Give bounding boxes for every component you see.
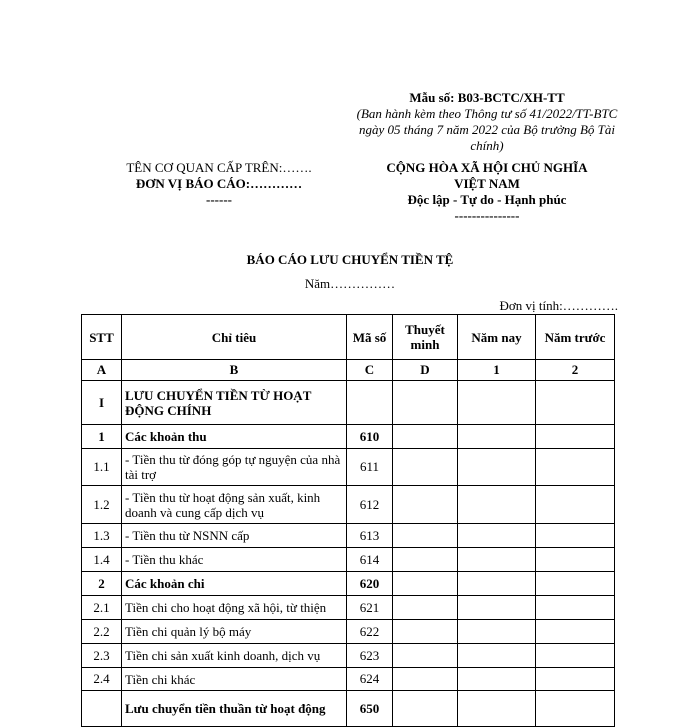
table-row [82, 425, 615, 449]
table-row [82, 449, 615, 486]
row-code: 613 [347, 524, 393, 548]
row-this-year-cell [458, 691, 536, 727]
row-stt [82, 691, 122, 727]
form-number: Mẫu số: B03-BCTC/XH-TT [409, 90, 565, 105]
form-number-block [352, 90, 622, 154]
row-note-cell [393, 596, 458, 620]
row-this-year-cell [458, 548, 536, 572]
row-this-year-cell [458, 524, 536, 548]
row-note-cell [393, 486, 458, 524]
row-note-cell [393, 644, 458, 668]
row-desc: LƯU CHUYỂN TIỀN TỪ HOẠT ĐỘNG CHÍNH [122, 381, 347, 425]
row-previous-year-cell [536, 524, 615, 548]
column-letter: A [82, 360, 122, 381]
report-year: Năm…………… [304, 276, 396, 291]
row-note-cell [393, 620, 458, 644]
table-row [82, 620, 615, 644]
header-note: Thuyết minh [393, 315, 458, 360]
row-previous-year-cell [536, 644, 615, 668]
header-stt: STT [82, 315, 122, 360]
row-code: 610 [347, 425, 393, 449]
row-desc: Các khoản chi [122, 572, 347, 596]
row-desc: - Tiền thu khác [122, 548, 347, 572]
row-note-cell [393, 572, 458, 596]
row-desc: Các khoản thu [122, 425, 347, 449]
table-row [82, 691, 615, 727]
national-title-line-1: CỘNG HÒA XÃ HỘI CHỦ NGHĨA [386, 160, 588, 175]
header-item: Chỉ tiêu [122, 315, 347, 360]
row-desc: - Tiền thu từ hoạt động sản xuất, kinh doanh và cung cấp dịch vụ [122, 486, 347, 524]
row-previous-year-cell [536, 596, 615, 620]
row-desc: Tiền chi sản xuất kinh doanh, dịch vụ [122, 644, 347, 668]
row-this-year-cell [458, 381, 536, 425]
row-code: 650 [347, 691, 393, 727]
row-desc: Tiền chi quản lý bộ máy [122, 620, 347, 644]
row-this-year-cell [458, 486, 536, 524]
table-row [82, 668, 615, 691]
right-header [362, 160, 612, 224]
row-stt: 2.3 [82, 644, 122, 668]
row-stt: 1 [82, 425, 122, 449]
column-letter: D [393, 360, 458, 381]
row-note-cell [393, 524, 458, 548]
table-row [82, 486, 615, 524]
cashflow-table [81, 314, 615, 727]
form-legal-note: (Ban hành kèm theo Thông tư số 41/2022/TT-BTC ngày 05 tháng 7 năm 2022 của Bộ trưởng Bộ Tài chính) [356, 106, 618, 153]
table-row [82, 572, 615, 596]
unit-of-measure: Đơn vị tính:…………. [499, 298, 618, 313]
column-letter: C [347, 360, 393, 381]
row-note-cell [393, 691, 458, 727]
national-title-line-2: VIỆT NAM [454, 176, 520, 191]
row-this-year-cell [458, 572, 536, 596]
left-divider: ------ [206, 192, 232, 207]
header-previous-year: Năm trước [536, 315, 615, 360]
parent-agency-label: TÊN CƠ QUAN CẤP TRÊN:……. [126, 160, 312, 175]
row-desc: Lưu chuyển tiền thuần từ hoạt động [122, 691, 347, 727]
row-desc: Tiền chi cho hoạt động xã hội, từ thiện [122, 596, 347, 620]
row-code: 620 [347, 572, 393, 596]
row-note-cell [393, 425, 458, 449]
row-this-year-cell [458, 620, 536, 644]
row-code: 611 [347, 449, 393, 486]
row-this-year-cell [458, 596, 536, 620]
header-this-year: Năm nay [458, 315, 536, 360]
row-previous-year-cell [536, 548, 615, 572]
table-row [82, 381, 615, 425]
table-row [82, 596, 615, 620]
column-letter: 1 [458, 360, 536, 381]
reporting-unit-label: ĐƠN VỊ BÁO CÁO:………… [135, 176, 303, 191]
row-stt: 1.4 [82, 548, 122, 572]
row-previous-year-cell [536, 620, 615, 644]
row-stt: 2.1 [82, 596, 122, 620]
row-previous-year-cell [536, 668, 615, 691]
row-previous-year-cell [536, 572, 615, 596]
left-header [100, 160, 338, 208]
row-previous-year-cell [536, 425, 615, 449]
row-note-cell [393, 668, 458, 691]
header-code: Mã số [347, 315, 393, 360]
row-stt: 1.2 [82, 486, 122, 524]
row-code: 622 [347, 620, 393, 644]
row-this-year-cell [458, 449, 536, 486]
row-previous-year-cell [536, 486, 615, 524]
row-previous-year-cell [536, 449, 615, 486]
row-stt: 2.2 [82, 620, 122, 644]
right-divider: --------------- [454, 208, 520, 223]
report-title: BÁO CÁO LƯU CHUYỂN TIỀN TỆ [246, 252, 454, 267]
row-this-year-cell [458, 644, 536, 668]
row-code [347, 381, 393, 425]
row-code: 621 [347, 596, 393, 620]
row-code: 623 [347, 644, 393, 668]
row-this-year-cell [458, 668, 536, 691]
column-letter-row [82, 360, 615, 381]
row-note-cell [393, 548, 458, 572]
row-desc: - Tiền thu từ NSNN cấp [122, 524, 347, 548]
row-desc: - Tiền thu từ đóng góp tự nguyện của nhà tài trợ [122, 449, 347, 486]
row-code: 614 [347, 548, 393, 572]
row-this-year-cell [458, 425, 536, 449]
table-row [82, 644, 615, 668]
row-previous-year-cell [536, 381, 615, 425]
row-stt: 1.3 [82, 524, 122, 548]
row-note-cell [393, 381, 458, 425]
column-letter: 2 [536, 360, 615, 381]
row-stt: I [82, 381, 122, 425]
row-code: 612 [347, 486, 393, 524]
row-desc: Tiền chi khác [122, 668, 347, 691]
row-stt: 1.1 [82, 449, 122, 486]
row-stt: 2.4 [82, 668, 122, 691]
column-letter: B [122, 360, 347, 381]
row-code: 624 [347, 668, 393, 691]
row-previous-year-cell [536, 691, 615, 727]
table-header-row [82, 315, 615, 360]
national-motto: Độc lập - Tự do - Hạnh phúc [407, 192, 567, 207]
table-row [82, 524, 615, 548]
row-note-cell [393, 449, 458, 486]
table-row [82, 548, 615, 572]
row-stt: 2 [82, 572, 122, 596]
